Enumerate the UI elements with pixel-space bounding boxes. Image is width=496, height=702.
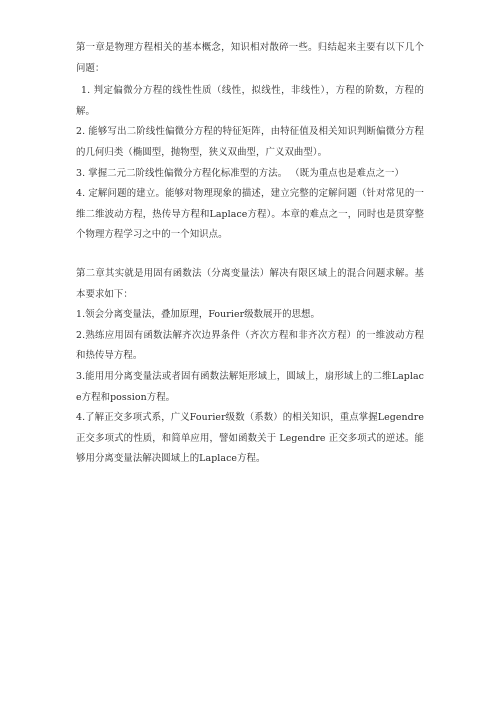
chapter1-item-4: 4. 定解问题的建立。能够对物理现象的描述，建立完整的定解问题（针对常见的一维二维波动方程，热传导方程和Laplace方程）。本章的难点之一，同时也是贯穿整个物理方程学习之中的一个知识点。	[76, 188, 424, 241]
chapter1-item-3: 3. 掌握二元二阶线性偏微分方程化标准型的方法。 （既为重点也是难点之一）	[76, 167, 404, 179]
chapter1-item-2: 2. 能够写出二阶线性偏微分方程的特征矩阵，由特征值及相关知识判断偏微分方程的几何归类（椭圆型，抛物型，狭义双曲型，广义双曲型）。	[76, 126, 424, 158]
document-body	[76, 38, 424, 470]
chapter1-intro: 第一章是物理方程相关的基本概念，知识相对散碎一些。归结起来主要有以下几个问题：	[76, 42, 424, 74]
chapter2-item-1: 1.领会分离变量法，叠加原理，Fourier级数展开的思想。	[76, 309, 321, 321]
chapter2-item-2: 2.熟练应用固有函数法解齐次边界条件（齐次方程和非齐次方程）的一维波动方程和热传导方程。	[76, 329, 424, 362]
chapter1-item-1: 1. 判定偏微分方程的线性性质（线性，拟线性，非线性），方程的阶数，方程的解。	[76, 85, 424, 117]
section-spacer	[76, 246, 424, 264]
chapter2-item-3: 3.能用用分离变量法或者固有函数法解矩形域上，圆域上，扇形域上的二维Laplace方程和possion方程。	[76, 370, 424, 403]
chapter2-item-4: 4.了解正交多项式系，广义Fourier级数（系数）的相关知识，重点掌握Legendre正交多项式的性质，和简单应用，譬如函数关于 Legendre 正交多项式的逆述。能够用分离变量法解决圆域上的Laplace方程。	[76, 412, 424, 465]
chapter2-intro: 第二章其实就是用固有函数法（分离变量法）解决有限区域上的混合问题求解。基本要求如下：	[76, 267, 424, 300]
